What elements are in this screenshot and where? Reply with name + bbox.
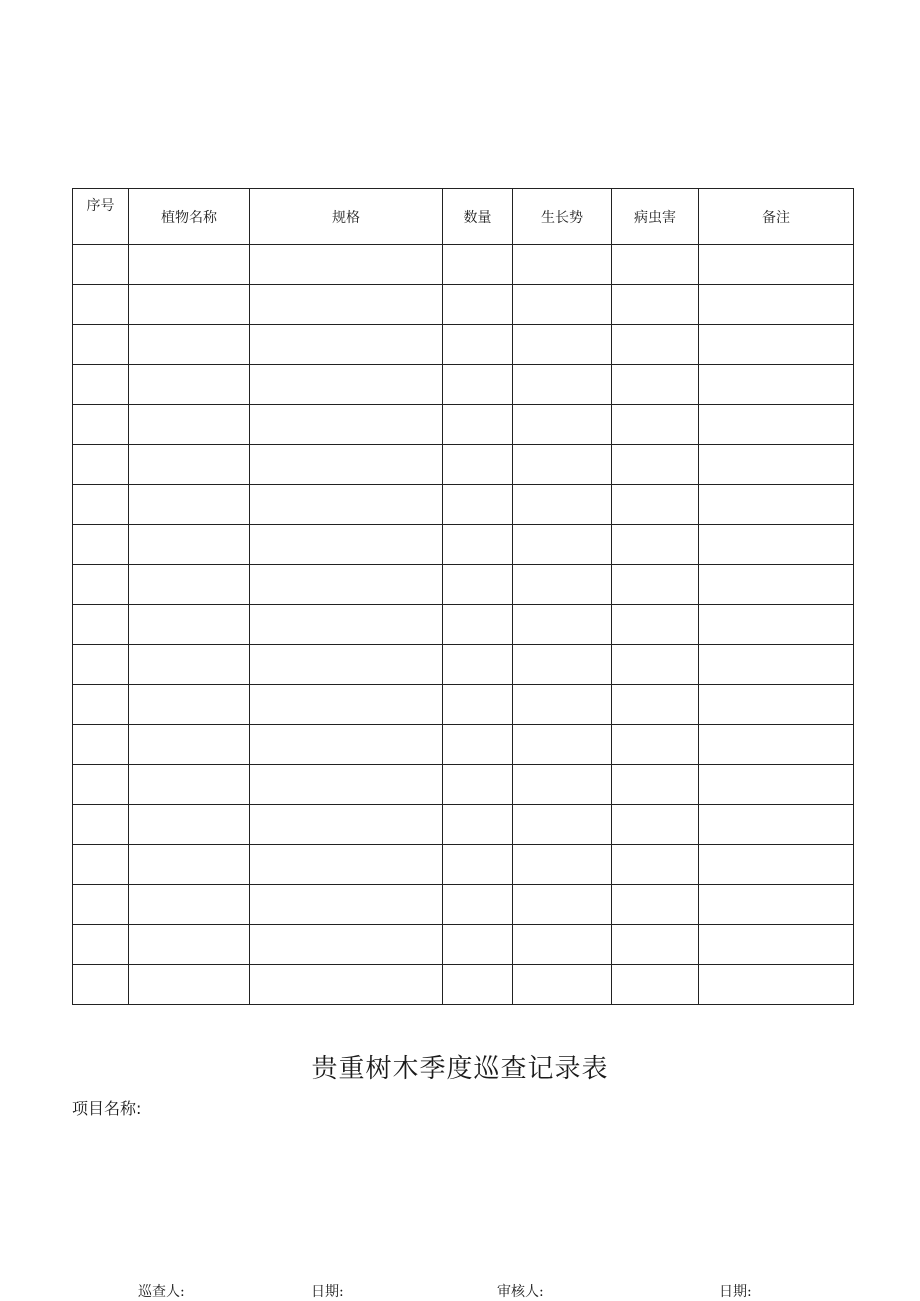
table-cell[interactable] [73, 445, 129, 485]
table-cell[interactable] [129, 765, 250, 805]
table-cell[interactable] [513, 725, 612, 765]
table-row [73, 925, 854, 965]
table-cell[interactable] [250, 605, 443, 645]
table-cell[interactable] [73, 805, 129, 845]
table-cell[interactable] [699, 325, 854, 365]
table-cell[interactable] [250, 245, 443, 285]
table-cell[interactable] [699, 805, 854, 845]
date-label-reviewer: 日期: [719, 1284, 752, 1300]
table-cell[interactable] [73, 725, 129, 765]
table-cell[interactable] [612, 325, 699, 365]
table-cell[interactable] [612, 925, 699, 965]
table-cell[interactable] [73, 965, 129, 1005]
table-cell[interactable] [443, 685, 513, 725]
table-cell[interactable] [129, 485, 250, 525]
table-cell[interactable] [513, 965, 612, 1005]
table-cell[interactable] [129, 285, 250, 325]
table-cell[interactable] [513, 565, 612, 605]
table-cell[interactable] [612, 485, 699, 525]
table-row [73, 525, 854, 565]
table-cell[interactable] [612, 285, 699, 325]
table-cell[interactable] [612, 885, 699, 925]
table-cell[interactable] [129, 925, 250, 965]
header-plant-name: 植物名称 [129, 189, 250, 245]
table-cell[interactable] [73, 765, 129, 805]
table-cell[interactable] [513, 885, 612, 925]
table-cell[interactable] [612, 405, 699, 445]
table-cell[interactable] [443, 925, 513, 965]
table-row [73, 485, 854, 525]
table-cell[interactable] [250, 845, 443, 885]
table-cell[interactable] [250, 925, 443, 965]
table-cell[interactable] [612, 445, 699, 485]
table-cell[interactable] [129, 245, 250, 285]
table-cell[interactable] [129, 605, 250, 645]
table-cell[interactable] [250, 405, 443, 445]
header-specification: 规格 [250, 189, 443, 245]
table-cell[interactable] [443, 725, 513, 765]
table-cell[interactable] [699, 525, 854, 565]
table-cell[interactable] [129, 725, 250, 765]
table-cell[interactable] [513, 645, 612, 685]
table-cell[interactable] [513, 765, 612, 805]
table-cell[interactable] [73, 285, 129, 325]
header-serial-number: 序号 [73, 189, 129, 245]
table-cell[interactable] [443, 645, 513, 685]
table-cell[interactable] [513, 285, 612, 325]
table-row [73, 725, 854, 765]
table-cell[interactable] [513, 525, 612, 565]
project-name-label: 项目名称: [72, 1099, 142, 1118]
table-cell[interactable] [129, 445, 250, 485]
table-row [73, 885, 854, 925]
table-cell[interactable] [443, 325, 513, 365]
table-cell[interactable] [73, 405, 129, 445]
inspection-record-table [72, 188, 854, 1005]
table-cell[interactable] [250, 365, 443, 405]
table-cell[interactable] [513, 245, 612, 285]
table-cell[interactable] [443, 285, 513, 325]
table-cell[interactable] [250, 965, 443, 1005]
table-cell[interactable] [612, 365, 699, 405]
table-cell[interactable] [129, 365, 250, 405]
table-cell[interactable] [250, 525, 443, 565]
table-cell[interactable] [699, 565, 854, 605]
table-row [73, 645, 854, 685]
table-cell[interactable] [699, 605, 854, 645]
table-cell[interactable] [612, 565, 699, 605]
table-row [73, 365, 854, 405]
table-cell[interactable] [73, 845, 129, 885]
table-cell[interactable] [129, 565, 250, 605]
table-cell[interactable] [699, 285, 854, 325]
table-cell[interactable] [250, 325, 443, 365]
table-cell[interactable] [129, 845, 250, 885]
table-cell[interactable] [73, 245, 129, 285]
table-cell[interactable] [513, 405, 612, 445]
table-cell[interactable] [443, 845, 513, 885]
table-cell[interactable] [513, 605, 612, 645]
table-cell[interactable] [250, 725, 443, 765]
table-cell[interactable] [612, 845, 699, 885]
table-cell[interactable] [443, 245, 513, 285]
table-cell[interactable] [513, 685, 612, 725]
table-cell[interactable] [129, 405, 250, 445]
table-cell[interactable] [73, 885, 129, 925]
table-cell[interactable] [443, 965, 513, 1005]
table-cell[interactable] [699, 365, 854, 405]
table-row [73, 445, 854, 485]
table-cell[interactable] [443, 445, 513, 485]
table-cell[interactable] [513, 845, 612, 885]
table-cell[interactable] [250, 285, 443, 325]
table-cell[interactable] [250, 685, 443, 725]
table-cell[interactable] [443, 885, 513, 925]
table-cell[interactable] [699, 725, 854, 765]
table-cell[interactable] [699, 885, 854, 925]
table-cell[interactable] [443, 565, 513, 605]
table-cell[interactable] [73, 645, 129, 685]
table-cell[interactable] [129, 685, 250, 725]
table-cell[interactable] [129, 805, 250, 845]
table-row [73, 805, 854, 845]
table-cell[interactable] [129, 885, 250, 925]
table-cell[interactable] [513, 365, 612, 405]
table-cell[interactable] [513, 805, 612, 845]
table-cell[interactable] [612, 605, 699, 645]
table-cell[interactable] [612, 725, 699, 765]
table-row [73, 285, 854, 325]
table-row [73, 605, 854, 645]
header-remarks: 备注 [699, 189, 854, 245]
table-cell[interactable] [699, 485, 854, 525]
table-cell[interactable] [250, 445, 443, 485]
table-cell[interactable] [513, 445, 612, 485]
table-row [73, 685, 854, 725]
table-cell[interactable] [73, 485, 129, 525]
table-row [73, 325, 854, 365]
table-cell[interactable] [699, 765, 854, 805]
table-cell[interactable] [513, 485, 612, 525]
table-cell[interactable] [250, 565, 443, 605]
table-cell[interactable] [699, 845, 854, 885]
table-cell[interactable] [73, 605, 129, 645]
table-cell[interactable] [129, 645, 250, 685]
table-cell[interactable] [443, 485, 513, 525]
table-cell[interactable] [73, 365, 129, 405]
table-cell[interactable] [612, 965, 699, 1005]
table-cell[interactable] [443, 765, 513, 805]
table-cell[interactable] [250, 885, 443, 925]
inspector-label: 巡查人: [138, 1284, 185, 1300]
table-body [73, 245, 854, 1005]
table-cell[interactable] [699, 245, 854, 285]
table-cell[interactable] [73, 565, 129, 605]
document-title: 贵重树木季度巡查记录表 [311, 1054, 609, 1084]
table-row [73, 765, 854, 805]
table-cell[interactable] [129, 325, 250, 365]
table-cell[interactable] [699, 685, 854, 725]
table-row [73, 405, 854, 445]
table-cell[interactable] [612, 645, 699, 685]
table-cell[interactable] [699, 645, 854, 685]
reviewer-label: 审核人: [497, 1284, 544, 1300]
table-cell[interactable] [699, 925, 854, 965]
header-pests-diseases: 病虫害 [612, 189, 699, 245]
table-cell[interactable] [250, 805, 443, 845]
table-cell[interactable] [73, 925, 129, 965]
table-header-row [73, 189, 854, 245]
table-row [73, 965, 854, 1005]
table-cell[interactable] [612, 525, 699, 565]
table-cell[interactable] [443, 805, 513, 845]
table-cell[interactable] [73, 525, 129, 565]
table-cell[interactable] [699, 445, 854, 485]
table-cell[interactable] [612, 765, 699, 805]
table-cell[interactable] [73, 325, 129, 365]
table-cell[interactable] [443, 605, 513, 645]
table-cell[interactable] [513, 325, 612, 365]
table-cell[interactable] [513, 925, 612, 965]
table-cell[interactable] [250, 645, 443, 685]
table-cell[interactable] [612, 245, 699, 285]
date-label-inspector: 日期: [311, 1284, 344, 1300]
table-cell[interactable] [443, 365, 513, 405]
table-cell[interactable] [129, 525, 250, 565]
table-cell[interactable] [612, 805, 699, 845]
table-cell[interactable] [73, 685, 129, 725]
table-cell[interactable] [129, 965, 250, 1005]
table-cell[interactable] [699, 965, 854, 1005]
table-cell[interactable] [699, 405, 854, 445]
table-row [73, 245, 854, 285]
table-cell[interactable] [250, 485, 443, 525]
table-cell[interactable] [250, 765, 443, 805]
table-cell[interactable] [612, 685, 699, 725]
table-row [73, 565, 854, 605]
header-quantity: 数量 [443, 189, 513, 245]
header-growth-vigor: 生长势 [513, 189, 612, 245]
table-row [73, 845, 854, 885]
table-cell[interactable] [443, 405, 513, 445]
table-cell[interactable] [443, 525, 513, 565]
